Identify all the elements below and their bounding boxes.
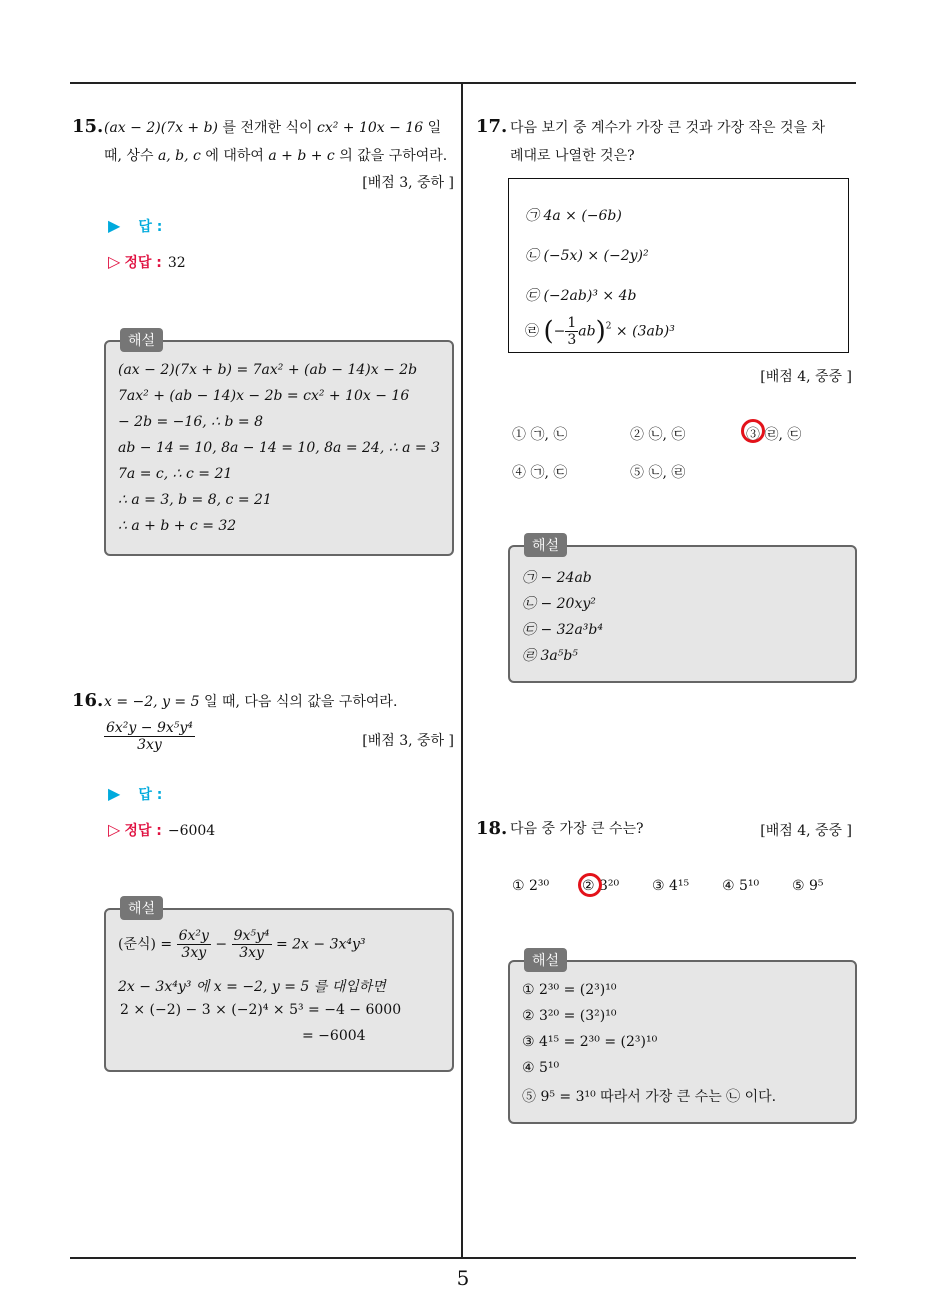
question-text: x = −2, y = 5 일 때, 다음 식의 값을 구하여라. <box>104 694 398 710</box>
choice-2[interactable]: ② ㉡, ㉢ <box>630 427 686 443</box>
solution-tag: 해설 <box>120 328 163 352</box>
selected-answer-mark <box>578 873 602 897</box>
page-number: 5 <box>456 1266 470 1290</box>
solution-line: (준식) = $\frac{\text{6x²y}}{3xy}$ − $\frac{\text{9x⁵y⁴}}{3xy}$ = 2x − 3x⁴y³ <box>118 928 366 961</box>
question-fraction: $\frac{\text{6x²y − 9x⁵y⁴}}{3xy}$ <box>106 720 193 753</box>
example-item: ㉢ (−2ab)³ × 4b <box>525 288 637 304</box>
solution-box <box>104 333 454 556</box>
choice-3[interactable]: ③ ㉣, ㉢ <box>746 427 802 443</box>
example-item: ㉣ (− $\frac{1}{3}$ ab)$^2$ × (3ab)³ <box>525 315 675 348</box>
example-box <box>508 178 849 353</box>
solution-line: 2x − 3x⁴y³ 에 x = −2, y = 5 를 대입하면 <box>118 979 386 995</box>
solution-line: 7a = c, ∴ c = 21 <box>118 466 233 482</box>
solution-line: ⑤ 9⁵ = 3¹⁰ 따라서 가장 큰 수는 ㉡ 이다. <box>522 1089 777 1105</box>
question-text: (ax − 2)(7x + b) 를 전개한 식이 cx² + 10x − 16 일 때, 상수 a, b, c 에 대하여 a + b + c 의 값을 구하여라. <box>104 120 448 164</box>
score-label: [배점 4, 중중 ] <box>760 369 852 385</box>
solution-line: ㉡ − 20xy² <box>522 596 596 612</box>
choice-4[interactable]: ④ ㉠, ㉢ <box>512 465 568 481</box>
solution-line: ∴ a = 3, b = 8, c = 21 <box>118 492 272 508</box>
solution-tag: 해설 <box>524 533 567 557</box>
score-label: [배점 3, 중하 ] <box>362 733 454 749</box>
play-icon: ▶ <box>108 784 121 803</box>
choice-5[interactable]: ⑤ 9⁵ <box>792 878 824 894</box>
correct-answer: ▷ 정답 : −6004 <box>108 820 216 839</box>
question-text: 다음 중 가장 큰 수는? <box>510 821 644 837</box>
answer-field[interactable]: ▶ 답 : <box>108 216 163 235</box>
solution-line: 7ax² + (ab − 14)x − 2b = cx² + 10x − 16 <box>118 388 410 404</box>
solution-line: ② 3²⁰ = (3²)¹⁰ <box>522 1008 617 1024</box>
top-rule <box>70 82 856 84</box>
question-text: 다음 보기 중 계수가 가장 큰 것과 가장 작은 것을 차 례대로 나열한 것은? <box>510 120 825 164</box>
column-divider <box>461 83 463 1259</box>
solution-line: 2 × (−2) − 3 × (−2)⁴ × 5³ = −4 − 6000 <box>120 1002 402 1018</box>
solution-box <box>508 953 857 1124</box>
solution-box <box>508 538 857 683</box>
score-label: [배점 3, 중하 ] <box>362 175 454 191</box>
correct-answer: ▷ 정답 : 32 <box>108 252 186 271</box>
choice-1[interactable]: ① 2³⁰ <box>512 878 550 894</box>
question-number: 18. <box>476 818 508 839</box>
solution-tag: 해설 <box>120 896 163 920</box>
play-icon: ▶ <box>108 216 121 235</box>
solution-line: (ax − 2)(7x + b) = 7ax² + (ab − 14)x − 2b <box>118 362 418 378</box>
choice-5[interactable]: ⑤ ㉡, ㉣ <box>630 465 686 481</box>
solution-line: ∴ a + b + c = 32 <box>118 518 237 534</box>
solution-line: ㉢ − 32a³b⁴ <box>522 622 603 638</box>
solution-line: ㉠ − 24ab <box>522 570 592 586</box>
choice-1[interactable]: ① ㉠, ㉡ <box>512 427 568 443</box>
example-item: ㉠ 4a × (−6b) <box>525 208 622 224</box>
solution-line: ④ 5¹⁰ <box>522 1060 560 1076</box>
choice-4[interactable]: ④ 5¹⁰ <box>722 878 760 894</box>
score-label: [배점 4, 중중 ] <box>760 823 852 839</box>
question-number: 16. <box>72 690 104 711</box>
example-item: ㉡ (−5x) × (−2y)² <box>525 248 649 264</box>
solution-tag: 해설 <box>524 948 567 972</box>
triangle-outline-icon: ▷ <box>108 820 121 839</box>
solution-line: ① 2³⁰ = (2³)¹⁰ <box>522 982 617 998</box>
solution-line: − 2b = −16, ∴ b = 8 <box>118 414 263 430</box>
question-number: 17. <box>476 116 508 137</box>
solution-line: ㉣ 3a⁵b⁵ <box>522 648 578 664</box>
choice-3[interactable]: ③ 4¹⁵ <box>652 878 690 894</box>
selected-answer-mark <box>741 419 765 443</box>
question-number: 15. <box>72 116 104 137</box>
solution-box <box>104 901 454 1072</box>
solution-line: ab − 14 = 10, 8a − 14 = 10, 8a = 24, ∴ a = 3 <box>118 440 440 456</box>
solution-line: ③ 4¹⁵ = 2³⁰ = (2³)¹⁰ <box>522 1034 658 1050</box>
triangle-outline-icon: ▷ <box>108 252 121 271</box>
choice-2[interactable]: ② 3²⁰ <box>582 878 620 894</box>
answer-field[interactable]: ▶ 답 : <box>108 784 163 803</box>
solution-line: = −6004 <box>302 1028 366 1044</box>
bottom-rule <box>70 1257 856 1259</box>
